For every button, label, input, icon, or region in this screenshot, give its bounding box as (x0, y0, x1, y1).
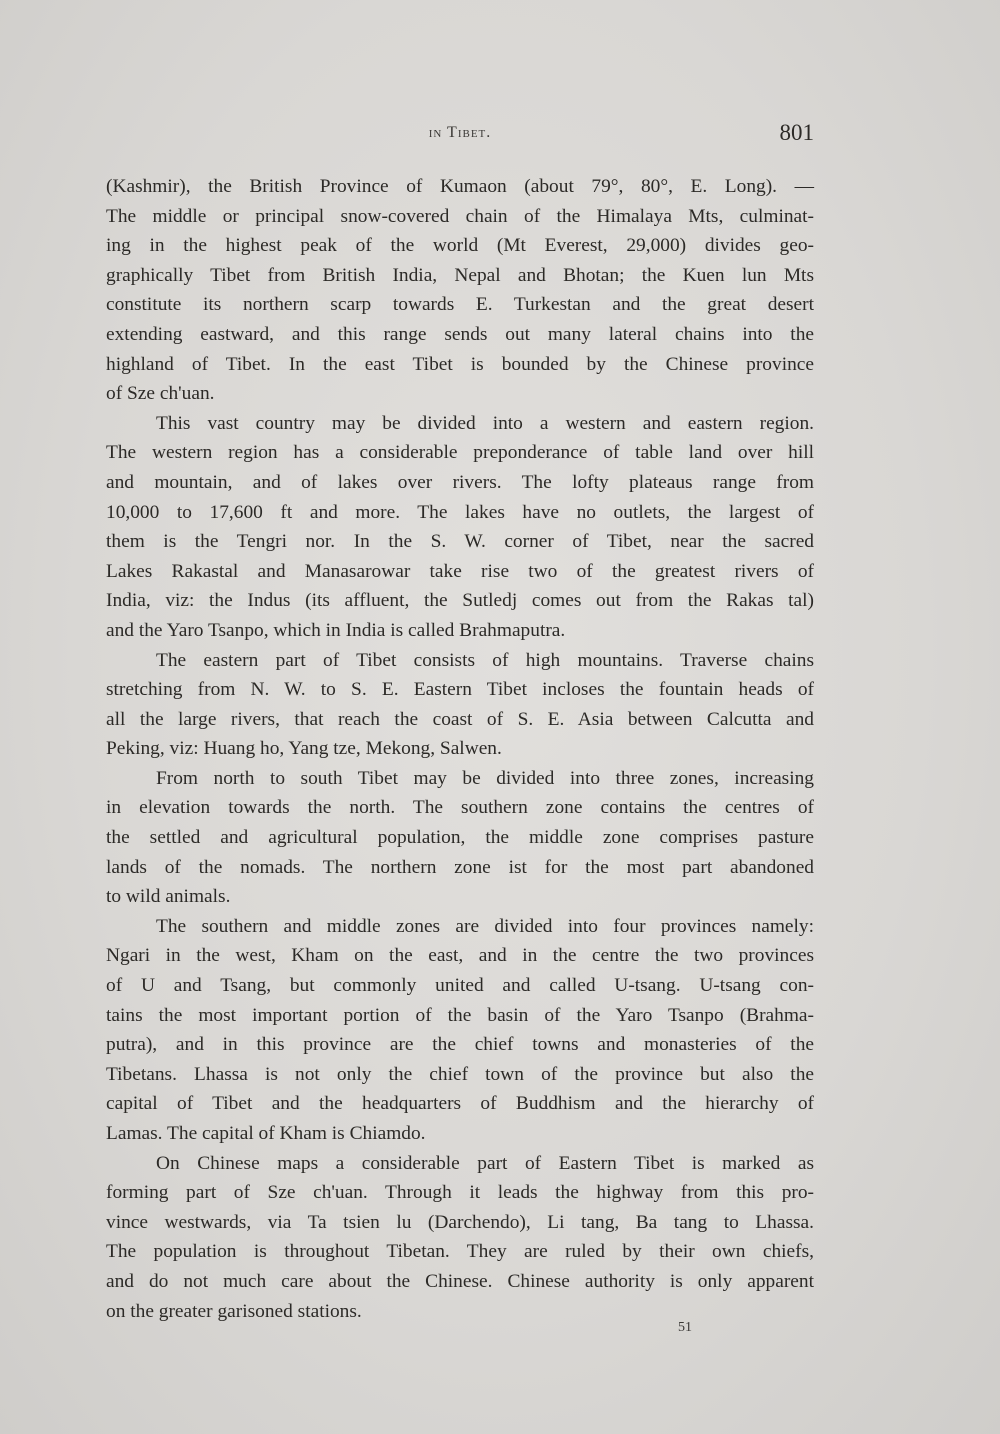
paragraph-3 (106, 646, 814, 764)
text-line: stretching from N. W. to S. E. Eastern Tibet incloses the fountain heads of (106, 679, 814, 701)
text-line: The western region has a considerable preponderance of table land over hill (106, 442, 814, 464)
text-line: graphically Tibet from British India, Nepal and Bhotan; the Kuen lun Mts (106, 264, 814, 286)
text-line: The middle or principal snow-covered chain of the Himalaya Mts, culminat- (106, 205, 814, 227)
text-line: constitute its northern scarp towards E. Turkestan and the great desert (106, 294, 814, 316)
text-line: on the greater garisoned stations. (106, 1300, 362, 1322)
text-line: The population is throughout Tibetan. They are ruled by their own chiefs, (106, 1241, 814, 1263)
text-line: This vast country may be divided into a western and eastern region. (156, 412, 814, 434)
signature-number: 51 (678, 1320, 692, 1335)
page-header (106, 120, 814, 152)
text-line: capital of Tibet and the headquarters of Buddhism and the hierarchy of (106, 1093, 814, 1115)
running-head: in Tibet. (428, 124, 492, 141)
text-line: all the large rivers, that reach the coast of S. E. Asia between Calcutta and (106, 708, 814, 730)
text-line: putra), and in this province are the chief towns and monasteries of the (106, 1034, 814, 1056)
paragraph-4 (106, 764, 814, 912)
text-line: Peking, viz: Huang ho, Yang tze, Mekong, Salwen. (106, 738, 502, 760)
text-line: extending eastward, and this range sends out many lateral chains into the (106, 323, 814, 345)
text-line: them is the Tengri nor. In the S. W. corner of Tibet, near the sacred (106, 531, 814, 553)
text-line: Tibetans. Lhassa is not only the chief town of the province but also the (106, 1063, 814, 1085)
paragraph-2 (106, 409, 814, 646)
text-line: On Chinese maps a considerable part of Eastern Tibet is marked as (156, 1152, 814, 1174)
text-line: (Kashmir), the British Province of Kumaon (about 79°, 80°, E. Long). — (106, 176, 814, 197)
text-line: Lakes Rakastal and Manasarowar take rise two of the greatest rivers of (106, 560, 814, 582)
text-line: of Sze ch'uan. (106, 383, 215, 405)
paragraph-1 (106, 172, 814, 409)
body-text (106, 172, 814, 1326)
text-line: ing in the highest peak of the world (Mt Everest, 29,000) divides geo- (106, 235, 814, 257)
text-line: tains the most important portion of the basin of the Yaro Tsanpo (Brahma- (106, 1004, 814, 1026)
text-line: to wild animals. (106, 886, 231, 908)
text-line: Lamas. The capital of Kham is Chiamdo. (106, 1123, 426, 1144)
text-line: the settled and agricultural population, the middle zone comprises pasture (106, 827, 814, 849)
text-line: The southern and middle zones are divided into four provinces namely: (156, 915, 814, 937)
text-line: in elevation towards the north. The southern zone contains the centres of (106, 797, 814, 819)
text-line: forming part of Sze ch'uan. Through it leads the highway from this pro- (106, 1182, 814, 1204)
text-line: highland of Tibet. In the east Tibet is bounded by the Chinese province (106, 353, 814, 375)
text-line: and do not much care about the Chinese. Chinese authority is only apparent (106, 1270, 814, 1292)
text-line: Ngari in the west, Kham on the east, and in the centre the two provinces (106, 945, 814, 967)
text-line: 10,000 to 17,600 ft and more. The lakes have no outlets, the largest of (106, 501, 814, 523)
text-line: of U and Tsang, but commonly united and called U-tsang. U-tsang con- (106, 975, 814, 997)
paragraph-6 (106, 1149, 814, 1327)
text-line: vince westwards, via Ta tsien lu (Darchendo), Li tang, Ba tang to Lhassa. (106, 1211, 814, 1233)
text-line: and the Yaro Tsanpo, which in India is called Brahmaputra. (106, 619, 566, 641)
text-line: India, viz: the Indus (its affluent, the Sutledj comes out from the Rakas tal) (106, 590, 814, 612)
text-line: and mountain, and of lakes over rivers. The lofty plateaus range from (106, 471, 814, 493)
text-line: From north to south Tibet may be divided into three zones, increasing (156, 767, 814, 789)
paragraph-5 (106, 912, 814, 1149)
page-number: 801 (779, 120, 814, 145)
text-line: lands of the nomads. The northern zone ist for the most part abandoned (106, 856, 814, 878)
text-line: The eastern part of Tibet consists of high mountains. Traverse chains (156, 649, 814, 671)
